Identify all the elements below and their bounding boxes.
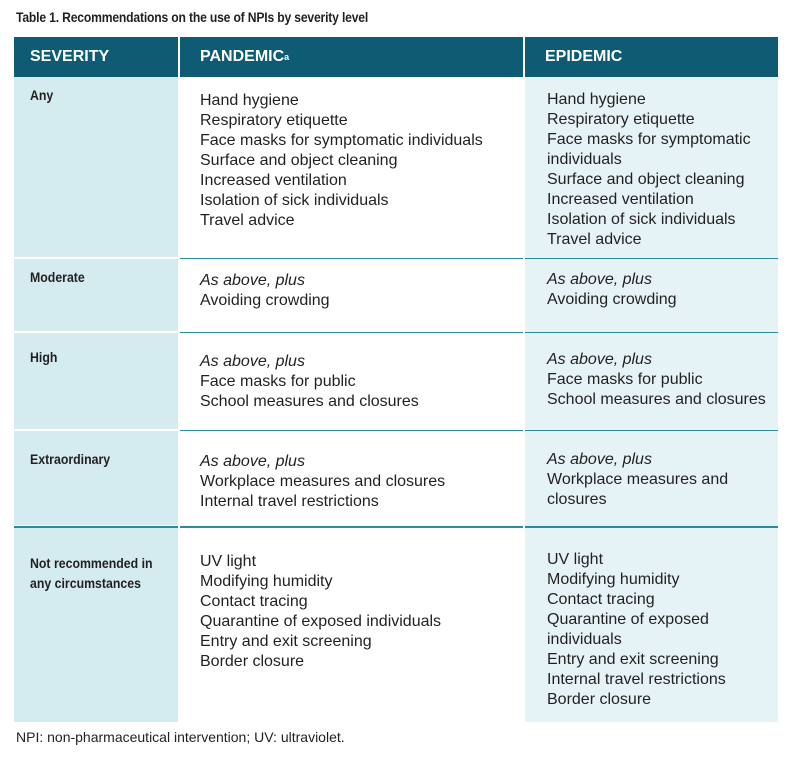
epidemic-cell-high: As above, plus Face masks for public School measures and closures	[547, 351, 766, 408]
header-pandemic: PANDEMIC a	[180, 37, 523, 77]
severity-cell-not-recommended: Not recommended in any circumstances	[14, 527, 178, 722]
header-severity: SEVERITY	[14, 37, 178, 77]
row-divider	[14, 526, 778, 528]
header-epidemic: EPIDEMIC	[525, 37, 778, 77]
table-footnote: NPI: non-pharmaceutical intervention; UV: ultraviolet.	[16, 729, 345, 745]
row-divider	[180, 258, 778, 259]
epidemic-cell-any: Hand hygiene Respiratory etiquette Face masks for symptomatic individuals Surface and object cleaning Increased ventilation Isolation of sick individuals Travel advice	[547, 91, 751, 248]
row-divider	[180, 332, 778, 333]
row-divider	[180, 430, 778, 431]
severity-cell-moderate: Moderate	[14, 259, 178, 331]
severity-cell-any: Any	[14, 77, 178, 257]
pandemic-cell-extraordinary: As above, plus Workplace measures and closures Internal travel restrictions	[200, 453, 446, 510]
pandemic-cell-high: As above, plus Face masks for public School measures and closures	[200, 353, 419, 410]
pandemic-cell-any: Hand hygiene Respiratory etiquette Face masks for symptomatic individuals Surface and object cleaning Increased ventilation Isolation of sick individuals Travel advice	[200, 92, 483, 229]
epidemic-cell-moderate: As above, plus Avoiding crowding	[547, 271, 677, 308]
pandemic-cell-moderate: As above, plus Avoiding crowding	[200, 272, 330, 309]
severity-cell-high: High	[14, 333, 178, 429]
table-caption: Table 1. Recommendations on the use of NPIs by severity level	[16, 10, 369, 25]
column-divider	[178, 77, 180, 722]
column-divider	[523, 77, 525, 722]
epidemic-cell-extraordinary: As above, plus Workplace measures and closures	[547, 451, 729, 508]
pandemic-cell-not-recommended: UV light Modifying humidity Contact tracing Quarantine of exposed individuals Entry and exit screening Border closure	[200, 553, 442, 670]
severity-cell-extraordinary: Extraordinary	[14, 431, 178, 525]
epidemic-cell-not-recommended: UV light Modifying humidity Contact tracing Quarantine of exposed individuals Entry and exit screening Internal travel restrictions Border closure	[547, 551, 726, 708]
